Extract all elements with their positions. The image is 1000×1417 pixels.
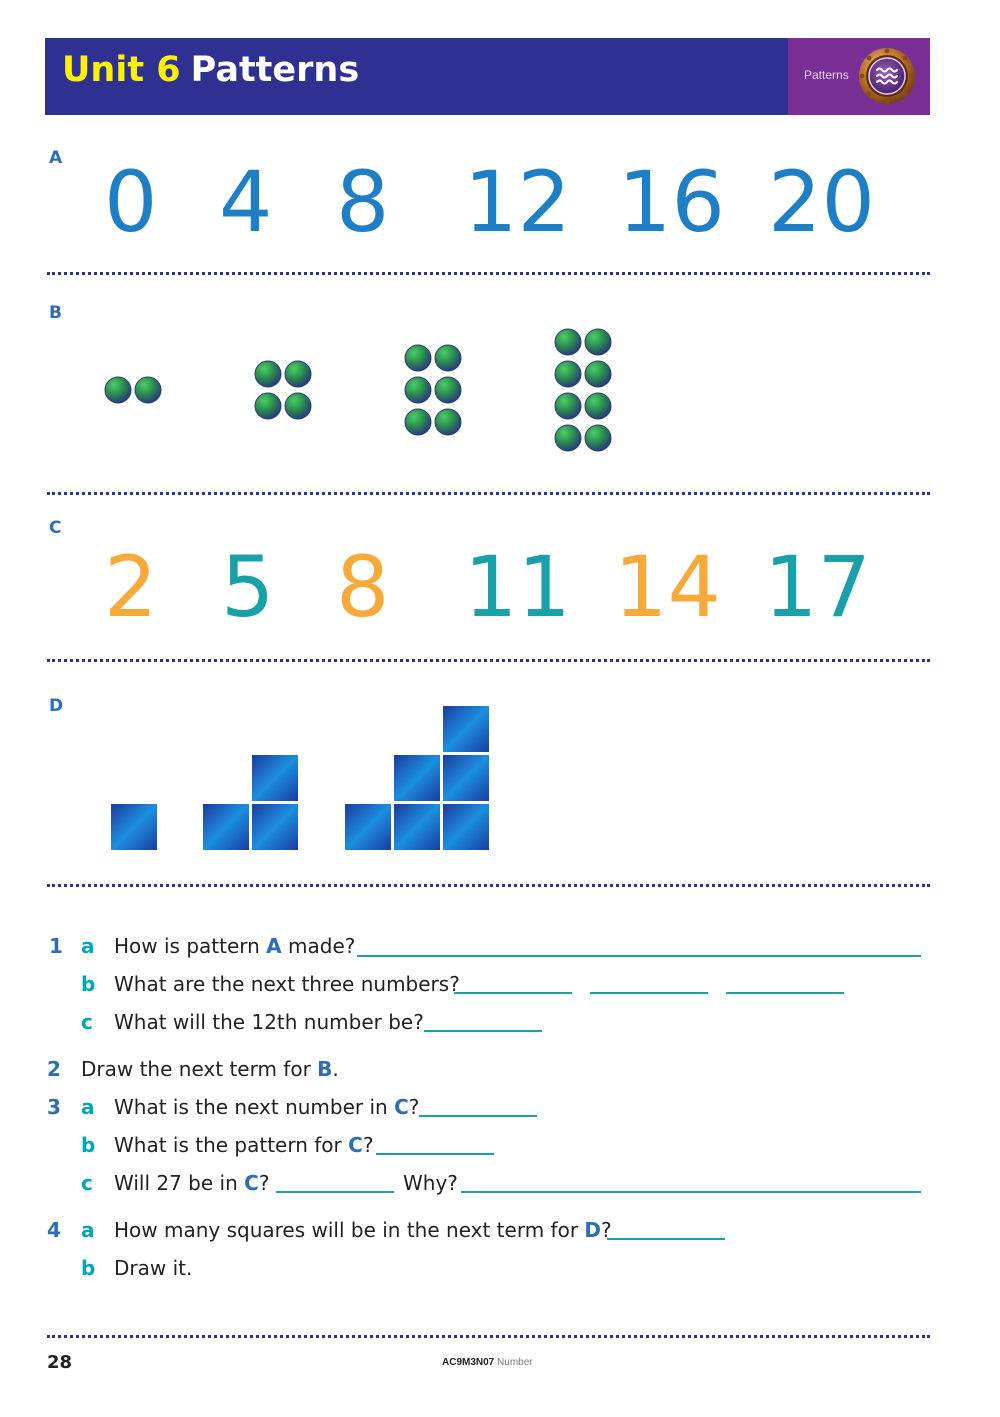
section-divider bbox=[47, 492, 930, 495]
answer-line[interactable] bbox=[454, 992, 572, 994]
answer-line[interactable] bbox=[357, 955, 921, 957]
question-3c-why: Why? bbox=[403, 1171, 458, 1195]
page-title: Patterns bbox=[190, 50, 360, 90]
pattern-c-term: 5 bbox=[221, 538, 275, 636]
counter-dot-icon bbox=[105, 377, 131, 403]
pattern-a-term: 8 bbox=[336, 153, 390, 251]
footer-divider bbox=[47, 1335, 930, 1338]
section-label-a: A bbox=[49, 148, 63, 168]
section-divider bbox=[47, 272, 930, 275]
section-divider bbox=[47, 884, 930, 887]
square-block-icon bbox=[252, 804, 298, 850]
question-4a-text: How many squares will be in the next term for D? bbox=[114, 1218, 612, 1242]
counter-dot-icon bbox=[555, 329, 581, 355]
unit-label: Unit 6 bbox=[62, 50, 181, 90]
counter-dot-icon bbox=[285, 393, 311, 419]
answer-line[interactable] bbox=[726, 992, 844, 994]
question-1c-text: What will the 12th number be? bbox=[114, 1010, 424, 1034]
pattern-a-term: 4 bbox=[219, 153, 273, 251]
question-3c-text: Will 27 be in C? bbox=[114, 1171, 270, 1195]
answer-line[interactable] bbox=[276, 1191, 394, 1193]
question-3b-text: What is the pattern for C? bbox=[114, 1133, 374, 1157]
counter-dot-icon bbox=[585, 361, 611, 387]
topic-tab bbox=[788, 38, 930, 115]
waves-icon bbox=[858, 47, 916, 105]
pattern-a-term: 20 bbox=[768, 153, 875, 251]
page-number: 28 bbox=[47, 1352, 73, 1373]
pattern-c-term: 17 bbox=[764, 538, 871, 636]
counter-dot-icon bbox=[435, 377, 461, 403]
question-number: 2 bbox=[47, 1057, 61, 1081]
section-label-d: D bbox=[49, 696, 64, 716]
counter-dot-icon bbox=[555, 425, 581, 451]
question-number: 3 bbox=[47, 1095, 61, 1119]
answer-line[interactable] bbox=[590, 992, 708, 994]
pattern-b-dots bbox=[90, 310, 630, 460]
square-block-icon bbox=[443, 755, 489, 801]
curriculum-code: AC9M3N07 Number bbox=[442, 1357, 533, 1368]
square-block-icon bbox=[111, 804, 157, 850]
question-2-text: Draw the next term for B. bbox=[81, 1057, 339, 1081]
question-number: 1 bbox=[49, 934, 63, 958]
counter-dot-icon bbox=[585, 329, 611, 355]
question-1a-text: How is pattern A made? bbox=[114, 934, 356, 958]
question-1b-text: What are the next three numbers? bbox=[114, 972, 460, 996]
unit-title bbox=[62, 50, 359, 90]
counter-dot-icon bbox=[255, 361, 281, 387]
counter-dot-icon bbox=[285, 361, 311, 387]
question-letter: a bbox=[81, 1095, 95, 1119]
pattern-a-term: 12 bbox=[464, 153, 571, 251]
question-4b-text: Draw it. bbox=[114, 1256, 193, 1280]
pattern-d-squares bbox=[100, 700, 520, 860]
counter-dot-icon bbox=[405, 345, 431, 371]
square-block-icon bbox=[443, 804, 489, 850]
question-letter: b bbox=[81, 1133, 96, 1157]
counter-dot-icon bbox=[435, 345, 461, 371]
header-banner bbox=[45, 38, 930, 115]
square-block-icon bbox=[443, 706, 489, 752]
question-number: 4 bbox=[47, 1218, 61, 1242]
pattern-a-term: 16 bbox=[618, 153, 725, 251]
section-divider bbox=[47, 659, 930, 662]
square-block-icon bbox=[394, 804, 440, 850]
question-letter: c bbox=[81, 1171, 93, 1195]
square-block-icon bbox=[252, 755, 298, 801]
answer-line[interactable] bbox=[376, 1153, 494, 1155]
topic-tab-label: Patterns bbox=[804, 68, 849, 82]
counter-dot-icon bbox=[255, 393, 281, 419]
section-label-c: C bbox=[49, 518, 62, 538]
counter-dot-icon bbox=[405, 377, 431, 403]
question-letter: c bbox=[81, 1010, 93, 1034]
counter-dot-icon bbox=[555, 361, 581, 387]
pattern-c-term: 11 bbox=[464, 538, 571, 636]
square-block-icon bbox=[394, 755, 440, 801]
section-label-b: B bbox=[49, 303, 62, 323]
pattern-c-term: 14 bbox=[614, 538, 721, 636]
answer-line[interactable] bbox=[419, 1115, 537, 1117]
counter-dot-icon bbox=[405, 409, 431, 435]
counter-dot-icon bbox=[555, 393, 581, 419]
counter-dot-icon bbox=[585, 393, 611, 419]
pattern-c-term: 2 bbox=[104, 538, 158, 636]
counter-dot-icon bbox=[135, 377, 161, 403]
square-block-icon bbox=[203, 804, 249, 850]
question-3a-text: What is the next number in C? bbox=[114, 1095, 420, 1119]
counter-dot-icon bbox=[585, 425, 611, 451]
square-block-icon bbox=[345, 804, 391, 850]
question-letter: b bbox=[81, 972, 96, 996]
pattern-c-term: 8 bbox=[336, 538, 390, 636]
question-letter: a bbox=[81, 1218, 95, 1242]
pattern-a-term: 0 bbox=[104, 153, 158, 251]
answer-line[interactable] bbox=[461, 1191, 921, 1193]
answer-line[interactable] bbox=[424, 1030, 542, 1032]
question-letter: b bbox=[81, 1256, 96, 1280]
question-letter: a bbox=[81, 934, 95, 958]
answer-line[interactable] bbox=[607, 1238, 725, 1240]
counter-dot-icon bbox=[435, 409, 461, 435]
